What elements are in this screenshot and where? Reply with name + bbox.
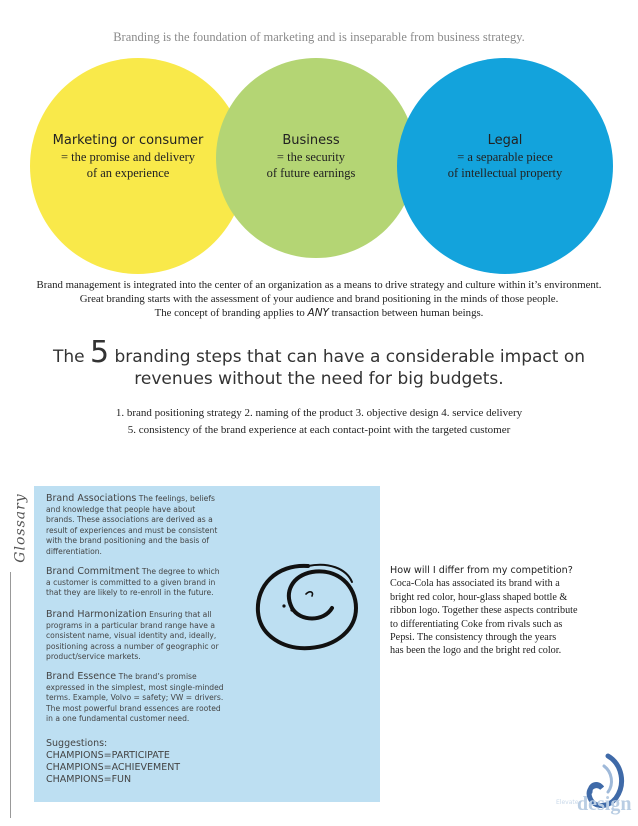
steps-heading-line: revenues without the need for big budgets. (134, 369, 504, 389)
glossary-entry (46, 494, 246, 557)
glossary-def: terms. Example, Volvo = safety; VW = drivers. (46, 693, 224, 702)
circle-line: = the security (276, 150, 346, 164)
competition-line: has been the logo and the bright red color. (390, 645, 562, 657)
steps-number: 5 (90, 335, 110, 370)
glossary-def: in a one fundamental customer need. (46, 714, 190, 723)
logo-small-text: Elevate (556, 799, 579, 806)
business-circle-text (236, 133, 386, 181)
glossary-def: differentiation. (46, 546, 102, 556)
suggestion-item: CHAMPIONS=FUN (46, 774, 132, 785)
glossary-term: Brand Associations (46, 493, 137, 504)
glossary-def: a customer is committed to a given brand in (46, 577, 216, 587)
emphasis-text: ANY (307, 307, 329, 319)
suggestion-item: CHAMPIONS=ACHIEVEMENT (46, 762, 181, 773)
glossary-def: The feelings, beliefs (136, 494, 215, 503)
glossary-def: The most powerful brand essences are rooted (46, 703, 221, 713)
glossary-def: consistent name, visual identity and, ideally, (46, 631, 217, 640)
competition-line: ribbon logo. Together these aspects contribute (390, 605, 578, 617)
legal-circle-text (412, 133, 598, 181)
suggestions (46, 738, 266, 786)
glossary-label: Glossary (12, 493, 29, 563)
suggestions-title: Suggestions: (46, 738, 108, 749)
header-tagline: Branding is the foundation of marketing and is inseparable from business strategy. (113, 30, 525, 44)
steps-list (20, 405, 618, 439)
glossary-divider (10, 572, 11, 818)
management-line (20, 306, 618, 320)
glossary-def: positioning across a number of geographic or (46, 641, 219, 651)
circle-line: = a separable piece (457, 150, 553, 164)
glossary-def: and knowledge that people have about (46, 504, 196, 514)
glossary-def: result of experiences and must be consistent (46, 525, 218, 535)
glossary-def: The brand’s promise (116, 672, 197, 681)
glossary-entry (46, 610, 246, 663)
management-line: Brand management is integrated into the center of an organization as a means to drive strategy and culture within it’s environment. (36, 279, 602, 291)
glossary-def: product/service markets. (46, 652, 141, 661)
circle-title: Marketing or consumer (52, 133, 204, 148)
logo-word: design (577, 793, 632, 815)
glossary-def: with the brand positioning and the basis of (46, 536, 210, 545)
steps-list-line: 5. consistency of the brand experience at each contact-point with the targeted customer (127, 424, 511, 436)
circle-line: of future earnings (266, 166, 356, 180)
text-span: transaction between human beings. (328, 307, 484, 319)
glossary-def: The degree to which (139, 567, 220, 576)
competition-question: How will I differ from my competition? (390, 565, 573, 576)
suggestion-item: CHAMPIONS=PARTICIPATE (46, 750, 170, 761)
glossary-def: that they are likely to re-enroll in the future. (46, 588, 214, 597)
text-span: The concept of branding applies to (154, 307, 308, 319)
competition-line: Coca-Cola has associated its brand with a (390, 578, 560, 590)
glossary-def: expressed in the simplest, most single-minded (46, 682, 224, 692)
circle-title: Business (282, 133, 340, 148)
glossary-def: brands. These associations are derived as a (46, 515, 213, 524)
competition-line: to differentiating Coke from rivals such as (390, 618, 563, 630)
circle-line: of an experience (86, 166, 170, 180)
management-paragraph (20, 278, 618, 320)
competition-paragraph (390, 564, 605, 658)
circle-title: Legal (487, 133, 523, 148)
steps-heading (40, 335, 598, 390)
swirl-face-icon (248, 552, 368, 656)
glossary-entry (46, 567, 246, 599)
competition-line: Pepsi. The consistency through the years (390, 632, 557, 644)
glossary-entry (46, 672, 246, 725)
glossary-term: Brand Essence (46, 671, 117, 682)
glossary-def: programs in a particular brand range have a (46, 620, 215, 630)
glossary-term: Brand Commitment (46, 566, 140, 577)
circle-line: = the promise and delivery (60, 150, 196, 164)
competition-line: bright red color, hour-glass shaped bottle & (390, 591, 568, 603)
steps-heading-line (40, 335, 598, 370)
management-line: Great branding starts with the assessment of your audience and brand positioning in the minds of those people. (79, 293, 559, 305)
glossary-def: Ensuring that all (146, 610, 212, 619)
text-span: branding steps that can have a considerable impact on (109, 347, 586, 367)
steps-list-line: 1. brand positioning strategy 2. naming of the product 3. objective design 4. service delivery (115, 407, 523, 419)
circle-line: of intellectual property (447, 166, 563, 180)
glossary-term: Brand Harmonization (46, 609, 147, 620)
marketing-circle-text (40, 133, 216, 181)
text-span: The (52, 347, 90, 367)
